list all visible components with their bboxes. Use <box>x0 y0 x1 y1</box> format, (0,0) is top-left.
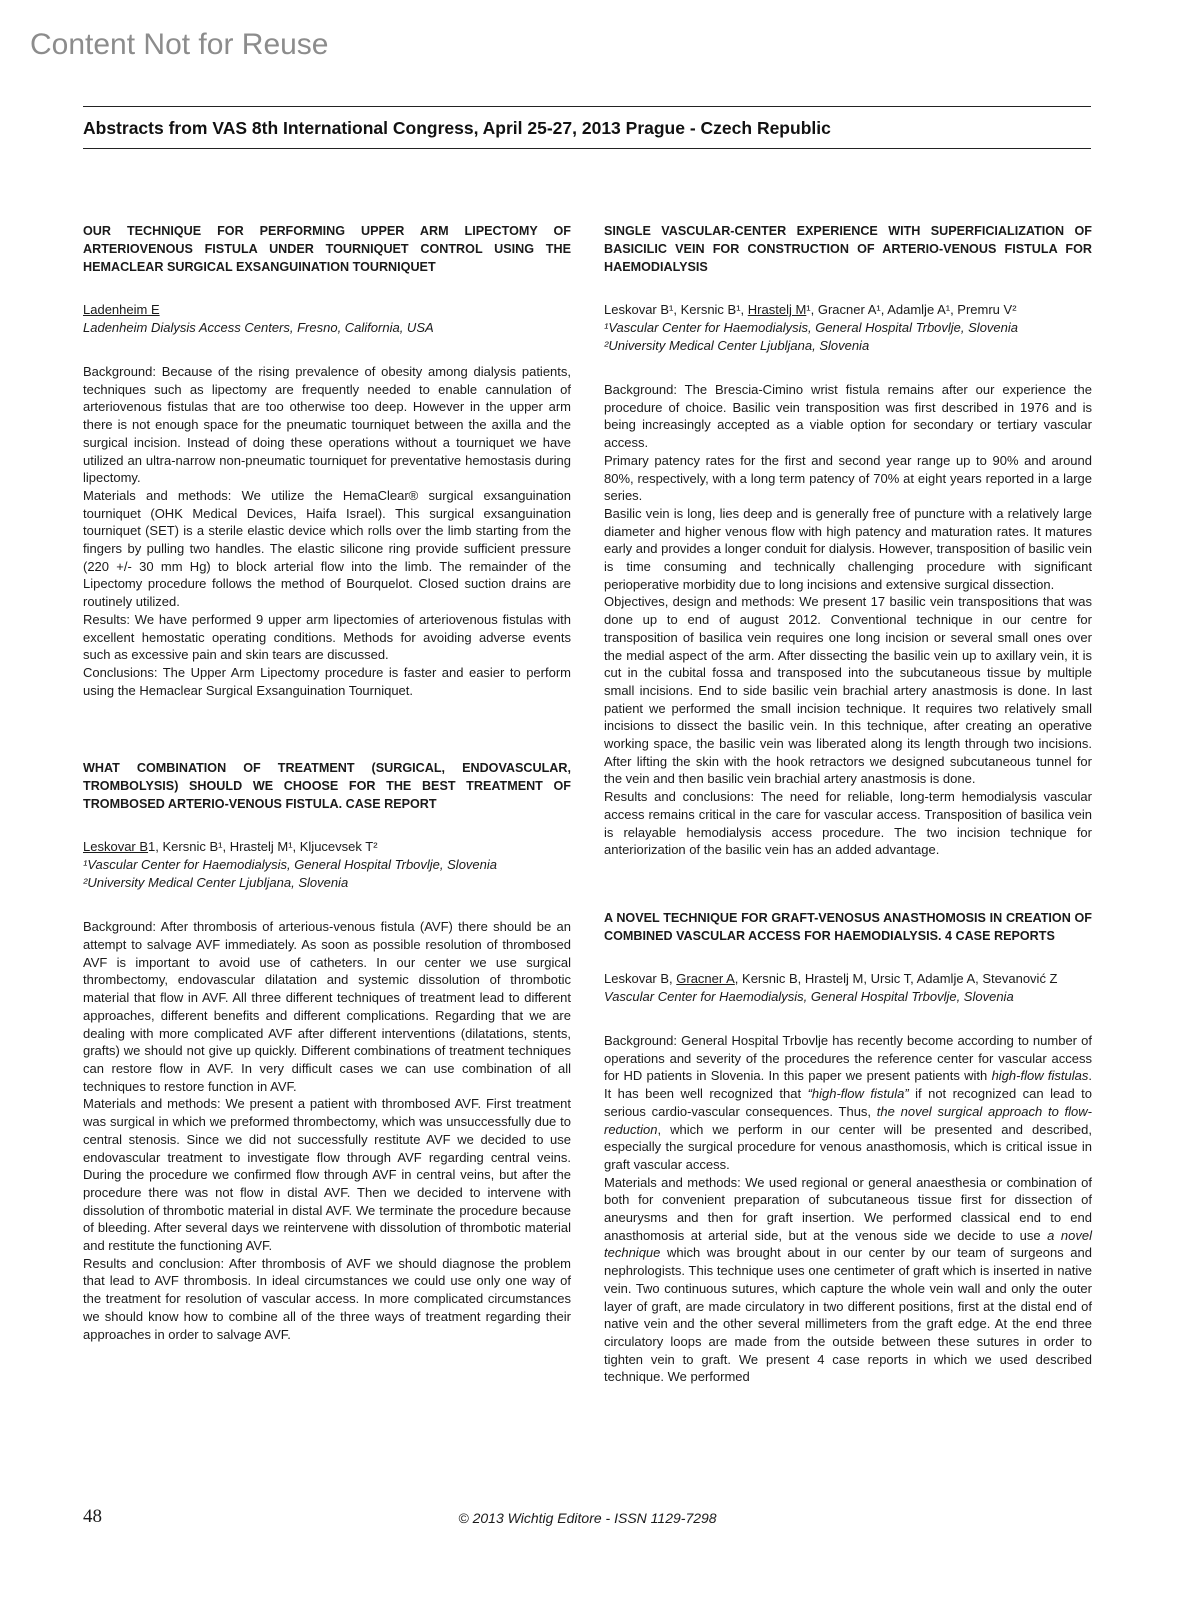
abstract-paragraph: Conclusions: The Upper Arm Lipectomy procedure is faster and easier to perform using the Hemaclear Surgical Exsanguination Tourniquet. <box>83 664 571 698</box>
text-run: Materials and methods: We used regional or general anaesthesia or combination of both for convenient preparation of subcutaneous tissue first for dissection of aneurysms and then for graft insertion. We performed classical end to end anasthomosis at arterial side, but at the venous side we decide to use <box>604 1174 1092 1243</box>
italic-run: the novel surgical approach to flow-reduction <box>604 1103 1092 1137</box>
abstract-basilic-vein <box>604 222 1092 859</box>
abstract-paragraph: Background: Because of the rising prevalence of obesity among dialysis patients, techniques such as lipectomy are frequently needed to enable cannulation of arteriovenous fistulas that are too otherwise too deep. However in the upper arm there is not enough space for the pneumatic tourniquet between the axilla and the surgical incision. Instead of doing these operations without a tourniquet we have utilized an ultra-narrow non-pneumatic tourniquet for preventative hemostasis during lipectomy. <box>83 364 571 486</box>
abstract-affiliation: Vascular Center for Haemodialysis, General Hospital Trbovlje, Slovenia <box>604 988 1014 1004</box>
abstract-paragraph: Materials and methods: We utilize the HemaClear® surgical exsanguination tourniquet (OHK Medical Devices, Haifa Israel). This surgical exsanguination tourniquet (SET) is a sterile elastic device which rolls over the limb starting from the fingers by pulling two handles. The elastic silicone ring provide sufficient pressure (220 +/- 30 mm Hg) to block arterial flow into the limb. The remainder of the Lipectomy procedure follows the method of Bourquelot. Closed suction drains are routinely utilized. <box>83 487 571 610</box>
abstract-title: OUR TECHNIQUE FOR PERFORMING UPPER ARM LIPECTOMY OF ARTERIOVENOUS FISTULA UNDER TOURNIQUET CONTROL USING THE HEMACLEAR SURGICAL EXSANGUINATION TOURNIQUET <box>83 224 571 274</box>
abstract-trombosed-avf <box>83 759 571 1343</box>
abstract-paragraph <box>604 1032 1092 1174</box>
abstract-affiliation: ²University Medical Center Ljubljana, Slovenia <box>83 875 349 891</box>
presenting-author: Leskovar B <box>83 839 149 855</box>
text-run: which was brought about in our center by our team of surgeons and nephrologists. This technique uses one centimeter of graft which is inserted in native vein. Two continuous sutures, which capture the whole vein wall and only the outer layer of graft, are made circulatory in two different positions, first at the distal end of native vein and the other several millimeters from the graft edge. At the end three circulatory loops are made from the outside between these sutures in order to tighten vein to graft. We present 4 case reports in which we used described technique. We performed <box>604 1245 1092 1385</box>
abstract-title: A NOVEL TECHNIQUE FOR GRAFT-VENOSUS ANASTHOMOSIS IN CREATION OF COMBINED VASCULAR ACCESS FOR HAEMODIALYSIS. 4 CASE REPORTS <box>604 910 1092 943</box>
presenting-author: Ladenheim E <box>83 302 160 317</box>
abstract-paragraph <box>604 1174 1092 1386</box>
author-superscript: 1 <box>148 839 156 855</box>
abstract-paragraph: Basilic vein is long, lies deep and is generally free of puncture with a relatively large diameter and higher venous flow with high patency and maturation rates. It matures early and provides a longer conduit for dialysis. However, transposition of basilic vein is time consuming and technically challenging procedure with significant perioperative morbidity due to long incisions and extensive surgical dissection. <box>604 505 1092 592</box>
abstract-title: WHAT COMBINATION OF TREATMENT (SURGICAL, ENDOVASCULAR, TROMBOLYSIS) SHOULD WE CHOOSE FOR THE BEST TREATMENT OF TROMBOSED ARTERIO-VENOUS FISTULA. CASE REPORT <box>83 761 571 812</box>
presenting-author: Gracner A <box>676 970 735 986</box>
abstract-paragraph: Materials and methods: We present a patient with thrombosed AVF. First treatment was surgical in which we preformed thrombectomy, which was unsuccessfully due to central stenosis. Since we did not successfully restitute AVF we decided to use endovascular treatment to investigate flow through AVF regarding central veins. During the procedure we confirmed flow through AVF in central veins, but after the procedure there was not flow in distal AVF. Then we decided to intervene with dissolution of thrombotic material in distal AVF. We terminate the procedure because of bleeding. After several days we reintervene with dissolution of thrombotic material and restitute the functioning AVF. <box>83 1096 571 1254</box>
presenting-author: Hrastelj M <box>747 302 807 317</box>
authors-after: ¹, Gracner A¹, Adamlje A¹, Premru V² <box>806 302 1017 317</box>
abstract-paragraph: Primary patency rates for the first and second year range up to 90% and around 80%, respectively, with a long term patency of 70% at eight years reported in a large series. <box>604 452 1092 504</box>
text-run: , which we perform in our center will be presented and described, especially the surgical procedure for venous anasthomosis, which is critical issue in graft vascular access. <box>604 1121 1092 1172</box>
authors-after: , Kersnic B, Hrastelj M, Ursic T, Adamlje A, Stevanović Z <box>734 970 1058 986</box>
abstract-authors <box>604 301 1092 319</box>
abstract-lipectomy <box>83 222 571 699</box>
abstract-paragraph: Results and conclusions: The need for reliable, long-term hemodialysis vascular access remains critical in the care for vascular access. Transposition of basilica vein is relayable hemodialysis access procedure. The two incision technique for anteriorization of the basilic vein has an added advantage. <box>604 789 1092 858</box>
copyright-notice: © 2013 Wichtig Editore - ISSN 1129-7298 <box>458 1510 717 1526</box>
text-run: . It has been well recognized that <box>604 1068 1092 1102</box>
abstract-body <box>604 381 1092 859</box>
italic-run: “high-flow fistula” <box>807 1086 909 1102</box>
abstract-affiliation: ¹Vascular Center for Haemodialysis, General Hospital Trbovlje, Slovenia <box>604 320 1019 335</box>
text-run: Background: General Hospital Trbovlje has recently become according to number of operations and severity of the procedures the reference center for vascular access for HD patients in Slovenia. In this paper we present patients with <box>604 1032 1092 1084</box>
header-bottom-rule <box>83 148 1091 149</box>
text-run: if not recognized can lead to serious cardio-vascular consequences. Thus, <box>604 1086 1092 1119</box>
abstract-title: SINGLE VASCULAR-CENTER EXPERIENCE WITH SUPERFICIALIZATION OF BASICILIC VEIN FOR CONSTRUCTION OF ARTERIO-VENOUS FISTULA FOR HAEMODIALYSIS <box>604 224 1092 274</box>
watermark: Content Not for Reuse <box>30 28 329 61</box>
section-gap <box>83 699 571 759</box>
abstract-authors <box>83 301 571 319</box>
abstract-affiliation: ¹Vascular Center for Haemodialysis, General Hospital Trbovlje, Slovenia <box>83 857 498 873</box>
running-head: Abstracts from VAS 8th International Congress, April 25-27, 2013 Prague - Czech Republic <box>83 118 831 138</box>
abstract-affiliation: ²University Medical Center Ljubljana, Slovenia <box>604 338 870 353</box>
page-number: 48 <box>83 1506 102 1527</box>
abstract-graft-venosus <box>604 909 1092 1386</box>
left-column <box>83 222 571 1343</box>
abstract-authors <box>83 838 571 856</box>
abstract-paragraph: Background: After thrombosis of arterious-venous fistula (AVF) there should be an attempt to salvage AVF immediately. As soon as possible resolution of thrombosed AVF is important to avoid use of catheters. In our center we use surgical thrombectomy, endovascular dilatation and systemic dissolution of thrombotic material that flow in AVF. All three different techniques of treatment lead to different approaches, different benefits and different complications. Regarding that we are dealing with more complicated AVF after different interventions (dilatations, stents, grafts) we should not give up quickly. Different combinations of treatment techniques can restore flow in AVF. In very difficult cases we can use combination of all techniques to restore function in AVF. <box>83 919 571 1094</box>
abstract-body <box>604 1032 1092 1386</box>
italic-run: high-flow fistulas <box>991 1068 1089 1084</box>
abstract-body <box>83 918 571 1343</box>
abstract-paragraph: Objectives, design and methods: We present 17 basilic vein transpositions that was done up to end of august 2012. Conventional technique in our centre for transposition of basilica vein requires one long incision or several small ones over the medial aspect of the arm. After dissecting the basilic vein up to axillary vein, it is cut in the cubital fossa and transposed into the subcutaneous tissue by multiple small incisions. End to side basilic vein brachial artery anastmosis is done. In last patient we performed the small incision technique. It requires two relatively small incisions to dissect the basilic vein. In this technique, after creating an operative working space, the basilic vein was liberated along its length through two incisions. After lifting the skin with the hook retractors we designed subcutaneous tunnel for the vein and then basilic vein brachial artery anastmosis is done. <box>604 594 1092 787</box>
italic-run: a novel technique <box>604 1227 1093 1261</box>
abstract-authors <box>604 970 1092 988</box>
authors-before: Leskovar B, <box>604 970 677 986</box>
right-column <box>604 222 1092 1386</box>
abstract-body <box>83 363 571 699</box>
other-authors: , Kersnic B¹, Hrastelj M¹, Kljucevsek T² <box>155 839 378 855</box>
abstract-paragraph: Results: We have performed 9 upper arm lipectomies of arteriovenous fistulas with excellent hemostatic operating conditions. Methods for avoiding adverse events such as excessive pain and skin tears are discussed. <box>83 611 571 663</box>
abstract-paragraph: Results and conclusion: After thrombosis of AVF we should diagnose the problem that lead to AVF thrombosis. In ideal circumstances we could use only one way of the treatment for resolution of vascular access. In more complicated circumstances we should know how to combine all of the three ways of treatment regarding their approaches in order to salvage AVF. <box>83 1255 571 1342</box>
abstract-affiliation: Ladenheim Dialysis Access Centers, Fresno, California, USA <box>83 320 434 335</box>
abstract-paragraph: Background: The Brescia-Cimino wrist fistula remains after our experience the procedure of choice. Basilic vein transposition was first described in 1976 and is being increasingly accepted as a viable option for secondary or tertiary vascular access. <box>604 382 1092 451</box>
top-rule <box>83 106 1091 107</box>
authors-before: Leskovar B¹, Kersnic B¹, <box>604 302 748 317</box>
section-gap <box>604 859 1092 909</box>
